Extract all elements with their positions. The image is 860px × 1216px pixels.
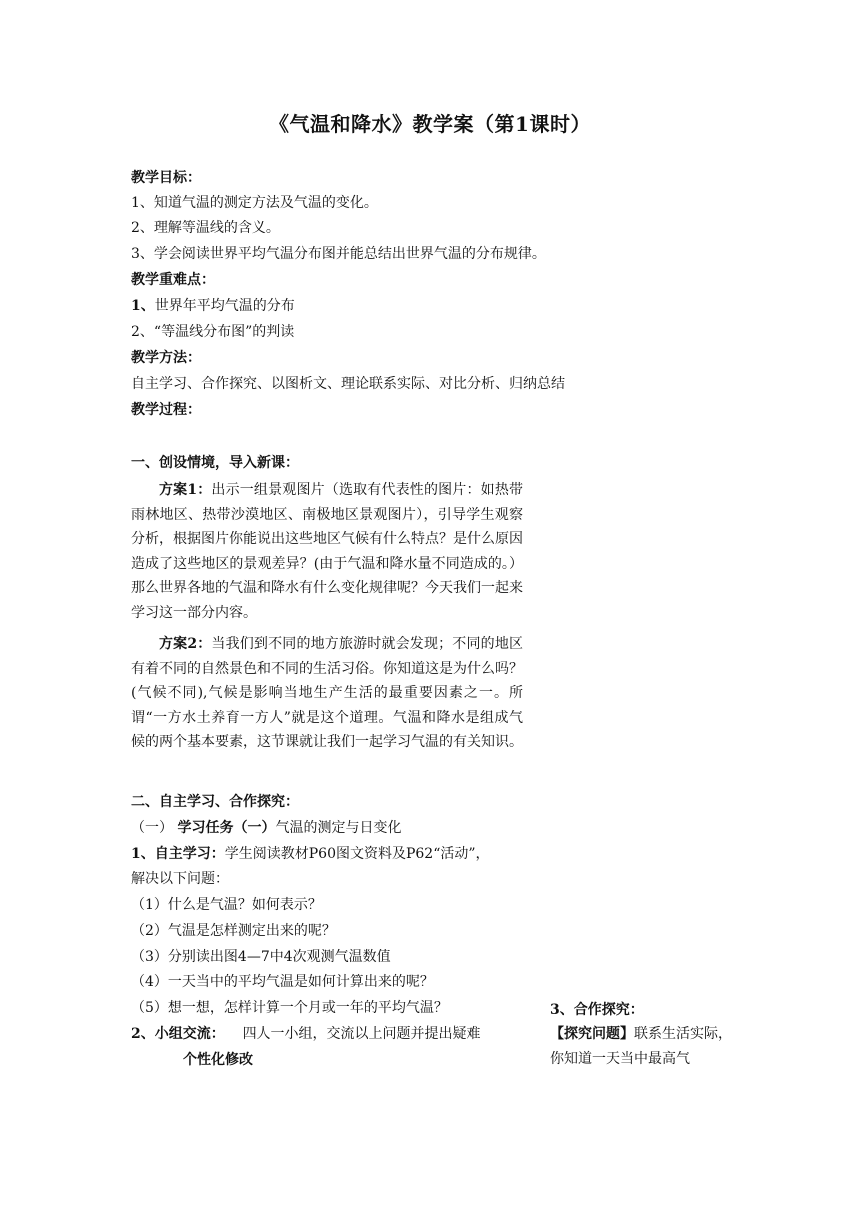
keypoint-text: 世界年平均气温的分布 <box>154 298 295 314</box>
plan1-lead: 方案1： <box>159 482 212 498</box>
self-study-text: 学生阅读教材P60图文资料及P62“活动”， <box>224 846 490 862</box>
question-item: （1）什么是气温？如何表示？ <box>131 897 322 913</box>
goal-item: 1、知道气温的测定方法及气温的变化。 <box>131 195 378 211</box>
methods-text: 自主学习、合作探究、以图析文、理论联系实际、对比分析、归纳总结 <box>131 376 565 392</box>
keypoints-heading: 教学重难点： <box>131 272 215 288</box>
goal-item: 3、学会阅读世界平均气温分布图并能总结出世界气温的分布规律。 <box>131 246 546 262</box>
goals-heading: 教学目标： <box>131 170 201 186</box>
self-study-continued: 解决以下问题： <box>131 871 229 887</box>
group-text: 四人一小组，交流以上问题并提出疑难 <box>242 1026 481 1042</box>
page-title: 《气温和降水》教学案（第1课时） <box>269 112 591 136</box>
plan2-paragraph <box>131 632 523 755</box>
keypoint-item <box>131 296 295 316</box>
keypoint-number: 1、 <box>131 298 155 314</box>
plan2-text: 当我们到不同的地方旅游时就会发现；不同的地区有着不同的自然景色和不同的生活习俗。你知道这是为什么吗？(气候不同),气候是影响当地生产生活的最重要因素之一。所谓“一方水土养育一方人”就是这个道理。气温和降水是组成气候的两个基本要素，这节课就让我们一起学习气温的有关知识。 <box>131 636 523 750</box>
group-lead: 2、小组交流： <box>131 1026 225 1042</box>
section2-heading: 二、自主学习、合作探究： <box>131 794 299 810</box>
keypoint-item: 2、“等温线分布图”的判读 <box>131 324 295 340</box>
question-item: （3）分别读出图4—7中4次观测气温数值 <box>131 949 391 965</box>
goal-item: 2、理解等温线的含义。 <box>131 220 280 236</box>
task1-text: 气温的测定与日变化 <box>275 820 402 836</box>
inquiry-text: 联系生活实际，你知道一天当中最高气 <box>550 1026 732 1067</box>
task1-prefix: （一） <box>131 820 173 836</box>
task1-bold: 学习任务（一） <box>177 820 276 836</box>
plan2-lead: 方案2： <box>159 636 212 652</box>
question-item: （2）气温是怎样测定出来的呢？ <box>131 923 336 939</box>
task1-line <box>131 818 401 838</box>
methods-heading: 教学方法： <box>131 350 201 366</box>
personal-edit-label: 个性化修改 <box>183 1052 253 1068</box>
section1-heading: 一、创设情境，导入新课： <box>131 455 299 471</box>
self-study-lead: 1、自主学习： <box>131 846 225 862</box>
process-heading: 教学过程： <box>131 402 201 418</box>
question-item: （5）想一想，怎样计算一个月或一年的平均气温？ <box>131 1000 448 1016</box>
group-exchange-line <box>131 1024 481 1044</box>
question-item: （4）一天当中的平均气温是如何计算出来的呢？ <box>131 974 434 990</box>
inquiry-paragraph <box>550 1022 740 1072</box>
self-study-line <box>131 844 490 864</box>
plan1-text: 出示一组景观图片（选取有代表性的图片：如热带雨林地区、热带沙漠地区、南极地区景观图片），引导学生观察分析，根据图片你能说出这些地区气候有什么特点？是什么原因造成了这些地区的景观差异？(由于气温和降水量不同造成的。）那么世界各地的气温和降水有什么变化规律呢？今天我们一起来学习这一部分内容。 <box>131 482 523 621</box>
plan1-paragraph <box>131 478 523 625</box>
inquiry-lead: 【探究问题】 <box>550 1026 634 1042</box>
coop-heading: 3、合作探究： <box>550 1002 644 1018</box>
